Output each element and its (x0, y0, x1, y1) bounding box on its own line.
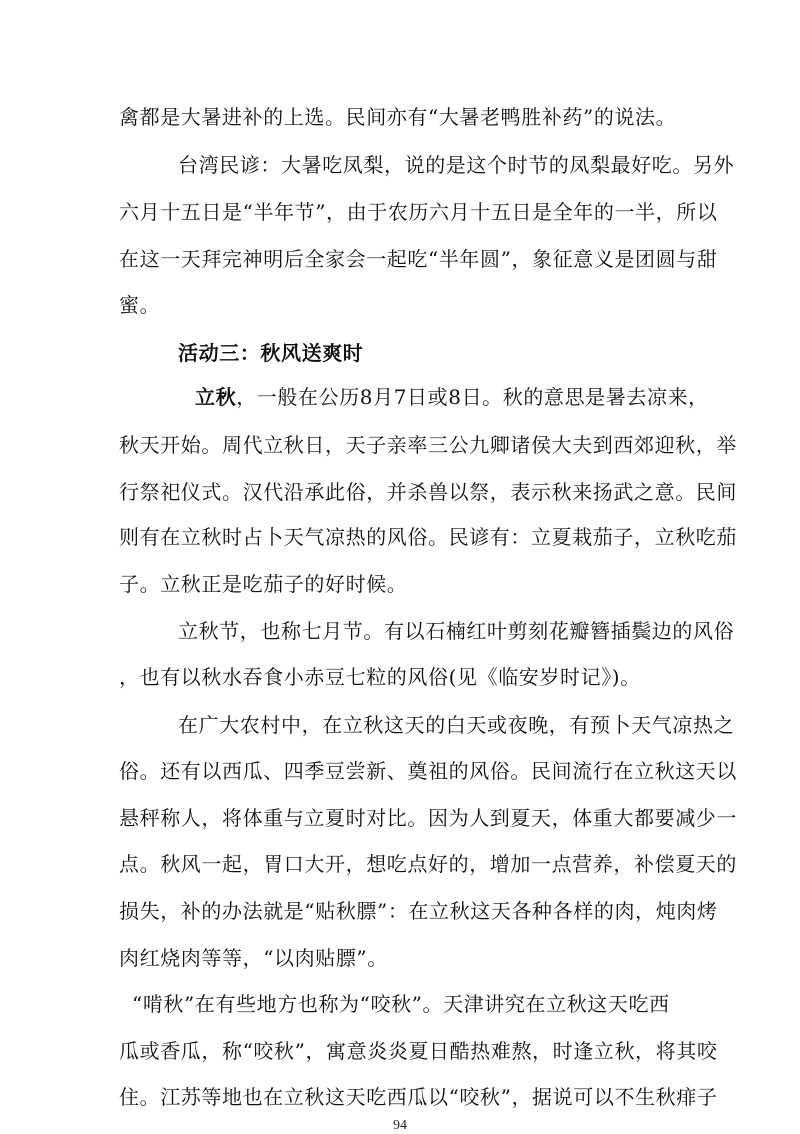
text-line: ，也有以秋水吞食小赤豆七粒的风俗(见《临安岁时记》)。 (119, 665, 641, 689)
text-line: 损失，补的办法就是“贴秋膘”：在立秋这天各种各样的肉，炖肉烤 (119, 899, 718, 923)
text-line: 台湾民谚：大暑吃凤梨，说的是这个时节的凤梨最好吃。另外 (178, 153, 735, 177)
text-line (195, 383, 709, 411)
text-run: ，一般在公历8月7日或8日。秋的意思是暑去凉来， (236, 385, 709, 409)
text-line: 秋天开始。周代立秋日，天子亲率三公九卿诸侯大夫到西郊迎秋，举 (119, 433, 737, 457)
text-line: 悬秤称人，将体重与立夏时对比。因为人到夏天，体重大都要减少一 (119, 806, 737, 830)
text-line: 瓜或香瓜，称“咬秋”，寓意炎炎夏日酷热难熬，时逢立秋，将其咬 (119, 1039, 718, 1063)
text-line: 行祭祀仪式。汉代沿承此俗，并杀兽以祭，表示秋来扬武之意。民间 (119, 480, 737, 504)
text-line: 则有在立秋时占卜天气凉热的风俗。民谚有：立夏栽茄子，立秋吃茄 (119, 525, 737, 549)
text-line: 住。江苏等地也在立秋这天吃西瓜以“咬秋”，据说可以不生秋痱子 (119, 1085, 718, 1109)
text-line: 禽都是大暑进补的上选。民间亦有“大暑老鸭胜补药”的说法。 (119, 105, 677, 129)
text-line: 在广大农村中，在立秋这天的白天或夜晚，有预卜天气凉热之 (178, 713, 735, 737)
text-line: 点。秋风一起，胃口大开，想吃点好的，增加一点营养，补偿夏天的 (119, 852, 737, 876)
text-line: 俗。还有以西瓜、四季豆尝新、奠祖的风俗。民间流行在立秋这天以 (119, 759, 737, 783)
text-line: 六月十五日是“半年节”，由于农历六月十五日是全年的一半，所以 (119, 200, 718, 224)
section-heading: 活动三：秋风送爽时 (178, 341, 364, 365)
text-line: 在这一天拜完神明后全家会一起吃“半年圆”，象征意义是团圆与甜 (119, 247, 718, 271)
text-line: 蜜。 (119, 293, 161, 317)
text-line: 子。立秋正是吃茄子的好时候。 (119, 572, 408, 596)
text-line: “啃秋”在有些地方也称为“咬秋”。天津讲究在立秋这天吃西 (132, 992, 670, 1016)
liqiu-term: 立秋 (195, 385, 237, 409)
page-number: 94 (393, 1118, 407, 1133)
text-line: 立秋节，也称七月节。有以石楠红叶剪刻花瓣簪插鬓边的风俗 (178, 619, 735, 643)
text-line: 肉红烧肉等等，“以肉贴膘”。 (119, 946, 388, 970)
